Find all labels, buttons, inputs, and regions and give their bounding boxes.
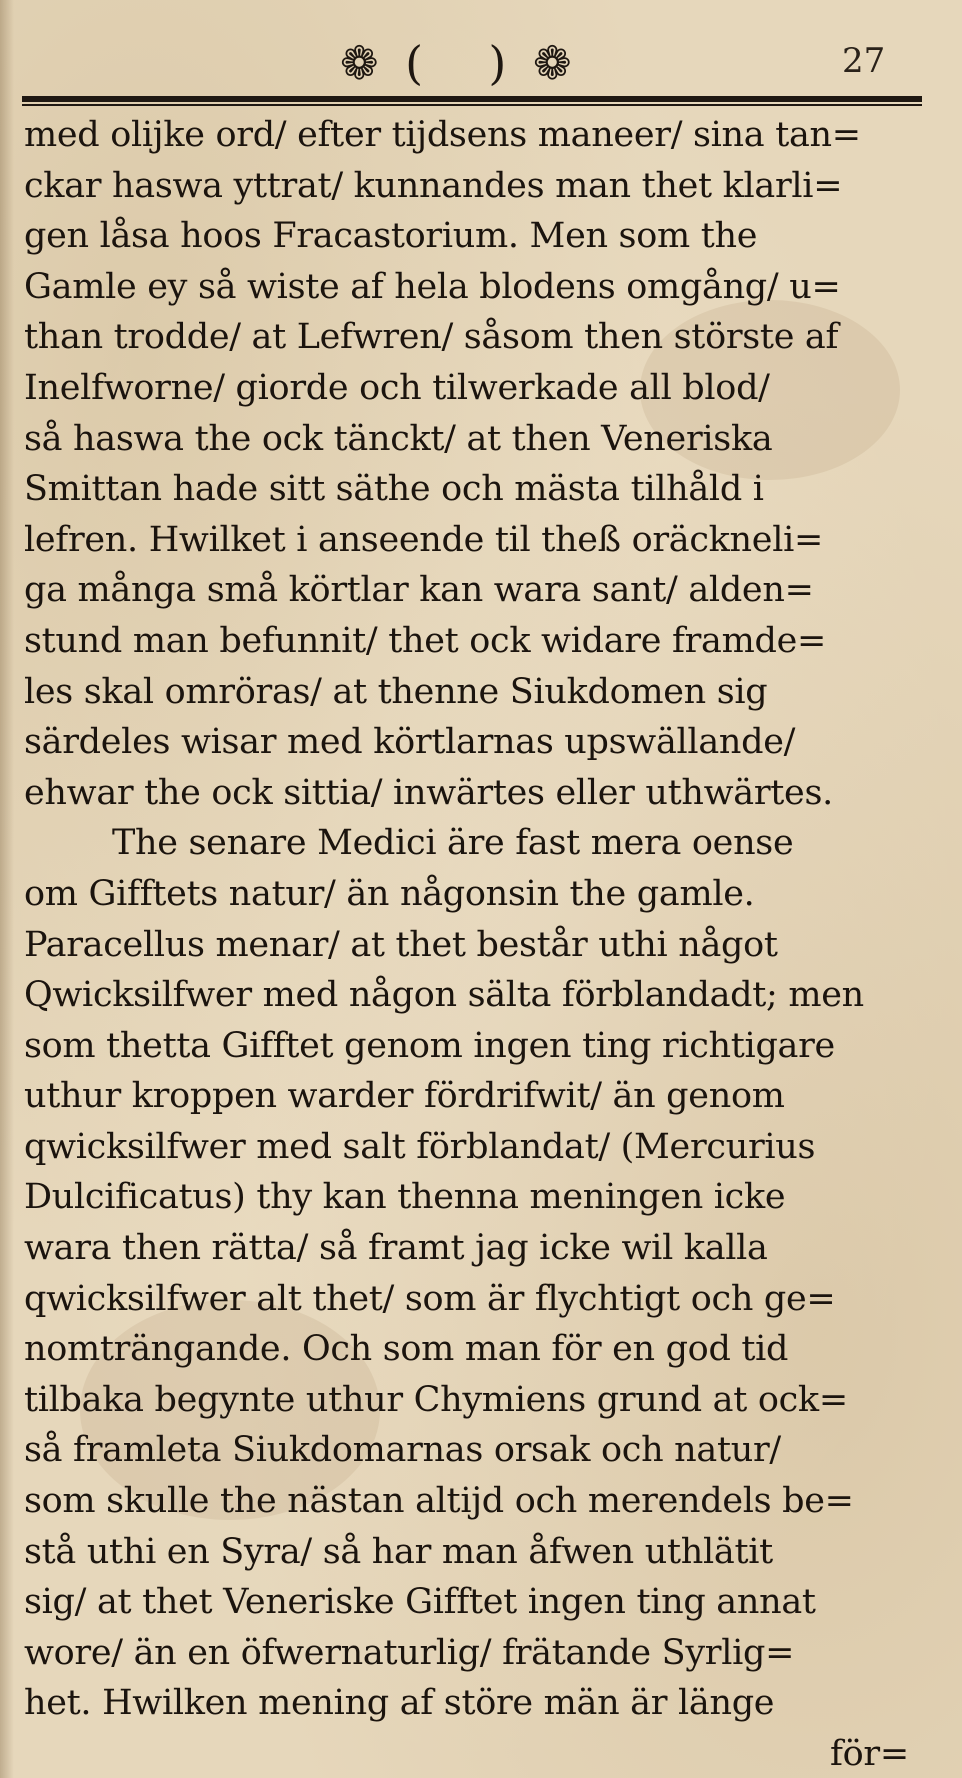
paren-close: )	[488, 36, 513, 90]
flower-ornament-icon: ❁	[340, 36, 385, 90]
text-line: stå uthi en Syra/ så har man åfwen uthlätit	[24, 1531, 773, 1572]
text-line: som thetta Gifftet genom ingen ting richtigare	[24, 1025, 835, 1066]
text-line: nomträngande. Och som man för en god tid	[24, 1329, 789, 1370]
page-header	[0, 28, 962, 98]
text-line: Gamle ey så wiste af hela blodens omgång/ u=	[24, 266, 841, 307]
text-line: så haswa the ock tänckt/ at then Veneriska	[24, 418, 773, 459]
header-ornament	[340, 36, 578, 90]
text-line: qwicksilfwer med salt förblandat/ (Mercurius	[24, 1126, 816, 1167]
text-line: så framleta Siukdomarnas orsak och natur/	[24, 1430, 781, 1471]
text-line: wara then rätta/ så framt jag icke wil kalla	[24, 1228, 768, 1269]
text-line: Inelfworne/ giorde och tilwerkade all blod/	[24, 367, 770, 408]
header-rule-thin	[22, 104, 922, 106]
page-gutter-shadow	[0, 0, 14, 1778]
text-line: lefren. Hwilket i anseende til theß oräckneli=	[24, 519, 824, 560]
text-line: tilbaka begynte uthur Chymiens grund at ock=	[24, 1379, 848, 1420]
text-line: qwicksilfwer alt thet/ som är flychtigt och ge=	[24, 1278, 836, 1319]
text-line: uthur kroppen warder fördrifwit/ än genom	[24, 1076, 785, 1117]
text-line: som skulle the nästan altijd och merendels be=	[24, 1481, 854, 1522]
text-line: Dulcificatus) thy kan thenna meningen icke	[24, 1177, 786, 1218]
text-line: särdeles wisar med körtlarnas upswällande/	[24, 722, 796, 763]
paren-open: (	[405, 36, 430, 90]
text-line: stund man befunnit/ thet ock widare framde=	[24, 620, 827, 661]
text-line: Qwicksilfwer med någon sälta förblandadt; men	[24, 975, 864, 1016]
text-line-paragraph-start: The senare Medici äre fast mera oense	[112, 823, 794, 864]
body-text	[24, 110, 924, 1778]
text-line: Paracellus menar/ at thet består uthi något	[24, 924, 778, 965]
text-line: het. Hwilken mening af störe män är länge	[24, 1683, 775, 1724]
text-line: wore/ än en öfwernaturlig/ frätande Syrlig=	[24, 1632, 795, 1673]
text-line: gen låsa hoos Fracastorium. Men som the	[24, 216, 758, 257]
text-line: les skal omröras/ at thenne Siukdomen sig	[24, 671, 768, 712]
flower-ornament-icon: ❁	[532, 36, 578, 90]
text-line: ckar haswa yttrat/ kunnandes man thet klarli=	[24, 165, 843, 206]
text-line: ehwar the ock sittia/ inwärtes eller uthwärtes.	[24, 772, 833, 813]
text-line: ga många små körtlar kan wara sant/ alden=	[24, 570, 814, 611]
text-line: Smittan hade sitt säthe och mästa tilhåld i	[24, 469, 764, 510]
text-line: than trodde/ at Lefwren/ såsom then störste af	[24, 317, 839, 358]
text-line: om Gifftets natur/ än någonsin the gamle.	[24, 873, 755, 914]
text-line: med olijke ord/ efter tijdsens maneer/ sina tan=	[24, 115, 861, 155]
catchword: för=	[830, 1734, 909, 1774]
page-number: 27	[842, 41, 886, 81]
header-rule	[22, 96, 922, 102]
text-line: sig/ at thet Veneriske Gifftet ingen ting annat	[24, 1582, 816, 1623]
